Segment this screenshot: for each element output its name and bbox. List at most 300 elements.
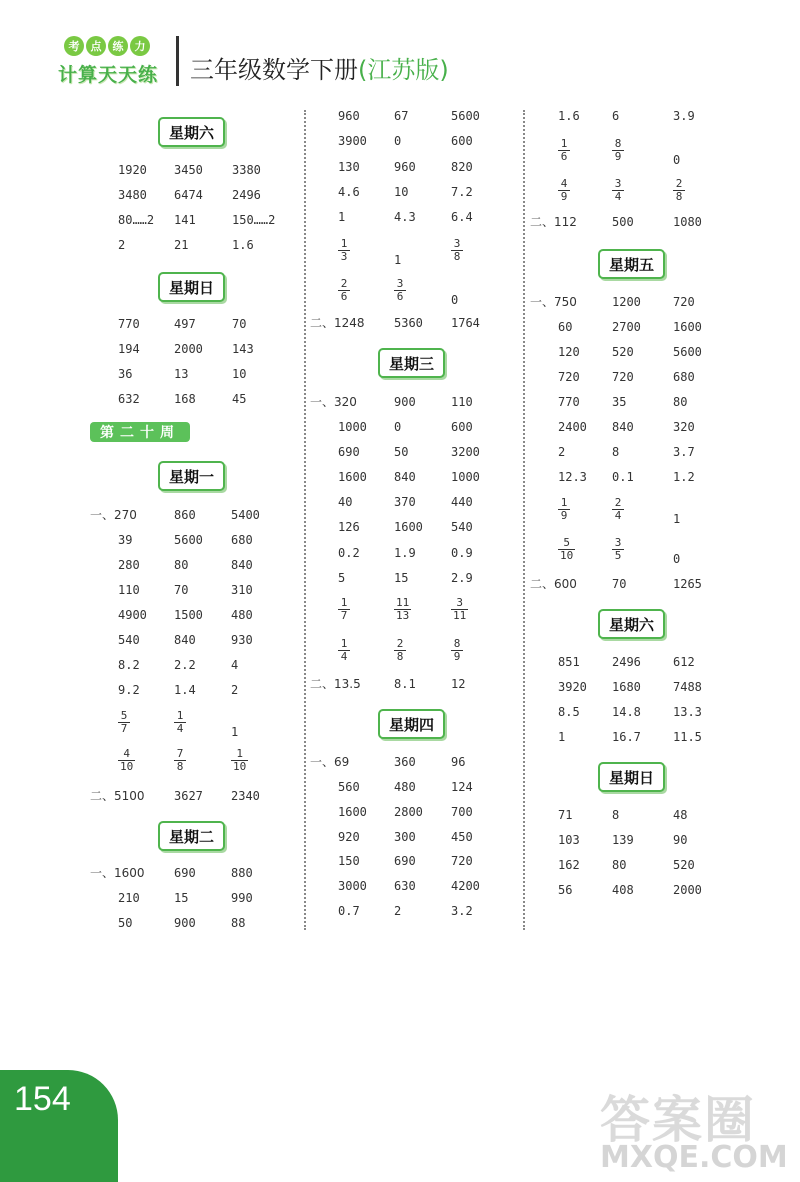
numerator: 8 xyxy=(614,137,622,150)
fraction xyxy=(451,597,468,622)
answer-cell: 2 xyxy=(118,238,126,252)
answer-cell: 860 xyxy=(174,508,196,522)
answer-cell: 一、750 xyxy=(530,295,577,309)
answer-cell: 840 xyxy=(231,558,253,572)
answer-row xyxy=(310,157,520,177)
fraction xyxy=(174,710,186,735)
answer-cell: 10 xyxy=(394,185,409,199)
denominator: 9 xyxy=(560,509,568,522)
answer-row xyxy=(310,131,520,151)
answer-cell: 71 xyxy=(558,808,573,822)
answer-cell: 80 xyxy=(174,558,189,572)
answer-cell: 0 xyxy=(673,552,681,566)
answer-cell: 0 xyxy=(451,293,459,307)
answer-cell: 5600 xyxy=(174,533,203,547)
denominator: 8 xyxy=(396,650,404,663)
answer-cell: 360 xyxy=(394,755,416,769)
answer-cell: 70 xyxy=(612,577,627,591)
answer-row xyxy=(530,367,740,387)
answer-cell: 3920 xyxy=(558,680,587,694)
answer-row xyxy=(310,752,520,772)
answer-row xyxy=(310,467,520,487)
fraction-row xyxy=(310,237,520,270)
answer-row xyxy=(118,160,298,180)
answer-cell: 8.5 xyxy=(558,705,580,719)
brand-name: 计算天天练 xyxy=(58,64,159,86)
answer-cell: 840 xyxy=(394,470,416,484)
answer-cell: 0 xyxy=(394,420,402,434)
answer-cell: 560 xyxy=(338,780,360,794)
book-title xyxy=(190,50,449,85)
answer-cell: 2.2 xyxy=(174,658,196,672)
answer-cell: 40 xyxy=(338,495,353,509)
answer-row xyxy=(90,505,300,525)
answer-cell: 960 xyxy=(338,109,360,123)
answer-cell: 440 xyxy=(451,495,473,509)
page-number: 154 xyxy=(14,1080,71,1118)
answer-cell: 1 xyxy=(394,253,402,267)
answer-row xyxy=(90,888,300,908)
answer-cell: 4200 xyxy=(451,879,480,893)
answer-cell: 96 xyxy=(451,755,466,769)
fraction xyxy=(118,710,130,735)
answer-row xyxy=(310,851,520,871)
numerator: 3 xyxy=(456,596,463,609)
column-divider xyxy=(304,110,306,930)
answer-cell: 8 xyxy=(612,808,620,822)
fraction xyxy=(558,178,570,203)
answer-row xyxy=(118,210,298,230)
fraction xyxy=(673,178,685,203)
answer-cell: 0 xyxy=(394,134,402,148)
answer-cell: 168 xyxy=(174,392,196,406)
denominator: 3 xyxy=(340,250,348,263)
answer-row xyxy=(118,185,298,205)
answer-cell: 3.9 xyxy=(673,109,695,123)
answer-cell: 4900 xyxy=(118,608,147,622)
answer-cell: 80 xyxy=(673,395,688,409)
fraction xyxy=(558,497,570,522)
numerator: 1 xyxy=(340,596,348,609)
answer-row xyxy=(310,207,520,227)
denominator: 13 xyxy=(396,609,410,622)
answer-cell: 1680 xyxy=(612,680,641,694)
answer-cell: 8 xyxy=(612,445,620,459)
answer-cell: 770 xyxy=(118,317,140,331)
numerator: 2 xyxy=(614,496,622,509)
answer-cell: 2800 xyxy=(394,805,423,819)
answer-cell: 16.7 xyxy=(612,730,641,744)
answer-cell: 5 xyxy=(338,571,346,585)
answer-cell: 110 xyxy=(451,395,473,409)
numerator: 1 xyxy=(340,637,348,650)
numerator: 2 xyxy=(675,177,683,190)
answer-row xyxy=(310,827,520,847)
brand-char: 考 xyxy=(64,36,84,56)
answer-cell: 8.2 xyxy=(118,658,140,672)
answer-row xyxy=(310,517,520,537)
day-badge-tuesday: 星期二 xyxy=(158,821,225,851)
answer-cell: 930 xyxy=(231,633,253,647)
fraction xyxy=(558,537,575,562)
answer-cell: 1600 xyxy=(338,470,367,484)
answer-cell: 480 xyxy=(394,780,416,794)
answer-cell: 150……2 xyxy=(232,213,276,227)
answer-cell: 2000 xyxy=(174,342,203,356)
answer-row xyxy=(310,106,520,126)
answer-cell: 690 xyxy=(338,445,360,459)
answer-cell: 一、270 xyxy=(90,508,137,522)
answer-cell: 880 xyxy=(231,866,253,880)
answer-row xyxy=(310,392,520,412)
answer-cell: 143 xyxy=(232,342,254,356)
answer-cell: 0.9 xyxy=(451,546,473,560)
answer-cell: 162 xyxy=(558,858,580,872)
answer-cell: 851 xyxy=(558,655,580,669)
answer-row xyxy=(310,417,520,437)
fraction xyxy=(174,748,186,773)
answer-row xyxy=(90,530,300,550)
fraction xyxy=(612,138,624,163)
answer-cell: 15 xyxy=(394,571,409,585)
answer-cell: 14.8 xyxy=(612,705,641,719)
answer-row xyxy=(310,568,520,588)
answer-row xyxy=(310,543,520,563)
answer-cell: 21 xyxy=(174,238,189,252)
answer-cell: 56 xyxy=(558,883,573,897)
answer-cell: 840 xyxy=(612,420,634,434)
answer-cell: 一、69 xyxy=(310,755,350,769)
answer-cell: 120 xyxy=(558,345,580,359)
answer-row xyxy=(310,492,520,512)
answer-cell: 103 xyxy=(558,833,580,847)
answer-cell: 35 xyxy=(612,395,627,409)
answer-row xyxy=(530,467,740,487)
day-badge-wednesday: 星期三 xyxy=(378,348,445,378)
answer-cell: 80 xyxy=(612,858,627,872)
denominator: 4 xyxy=(614,509,622,522)
answer-cell: 36 xyxy=(118,367,133,381)
answer-cell: 二、5100 xyxy=(90,789,145,803)
answer-row xyxy=(530,392,740,412)
answer-cell: 3627 xyxy=(174,789,203,803)
answer-cell: 6.4 xyxy=(451,210,473,224)
day-badge-saturday: 星期六 xyxy=(598,609,665,639)
denominator: 9 xyxy=(560,190,568,203)
answer-cell: 1.4 xyxy=(174,683,196,697)
answer-cell: 13 xyxy=(174,367,189,381)
answer-cell: 110 xyxy=(118,583,140,597)
answer-cell: 1600 xyxy=(338,805,367,819)
fraction xyxy=(612,178,624,203)
answer-cell: 48 xyxy=(673,808,688,822)
answer-cell: 2340 xyxy=(231,789,260,803)
answer-row xyxy=(530,442,740,462)
denominator: 4 xyxy=(614,190,622,203)
answer-cell: 3200 xyxy=(451,445,480,459)
answer-cell: 13.3 xyxy=(673,705,702,719)
answer-cell: 二、112 xyxy=(530,215,577,229)
answer-cell: 88 xyxy=(231,916,246,930)
denominator: 10 xyxy=(560,549,574,562)
answer-row xyxy=(530,652,740,672)
denominator: 9 xyxy=(614,150,622,163)
answer-cell: 50 xyxy=(394,445,409,459)
fraction xyxy=(451,238,463,263)
answer-row xyxy=(530,212,740,232)
answer-row xyxy=(118,235,298,255)
answer-cell: 1764 xyxy=(451,316,480,330)
answer-cell: 0.1 xyxy=(612,470,634,484)
answer-cell: 0.7 xyxy=(338,904,360,918)
fraction xyxy=(338,597,350,622)
answer-cell: 5400 xyxy=(231,508,260,522)
answer-cell: 690 xyxy=(174,866,196,880)
fraction xyxy=(451,638,463,663)
answer-cell: 2.9 xyxy=(451,571,473,585)
denominator: 6 xyxy=(560,150,568,163)
fraction-row xyxy=(90,709,300,742)
brand-top xyxy=(64,36,176,56)
answer-row xyxy=(310,876,520,896)
answer-row xyxy=(530,702,740,722)
answer-cell: 3.7 xyxy=(673,445,695,459)
answer-cell: 1 xyxy=(558,730,566,744)
answer-row xyxy=(530,317,740,337)
numerator: 7 xyxy=(176,747,184,760)
numerator: 2 xyxy=(340,277,348,290)
answer-cell: 770 xyxy=(558,395,580,409)
answer-cell: 612 xyxy=(673,655,695,669)
denominator: 7 xyxy=(120,722,128,735)
column-divider xyxy=(523,110,525,930)
answer-cell: 11.5 xyxy=(673,730,702,744)
answer-cell: 126 xyxy=(338,520,360,534)
denominator: 7 xyxy=(340,609,348,622)
answer-row xyxy=(530,574,740,594)
fraction xyxy=(394,278,406,303)
fraction-row xyxy=(310,277,520,310)
day-badge-monday: 星期一 xyxy=(158,461,225,491)
denominator: 10 xyxy=(233,760,247,773)
denominator: 9 xyxy=(453,650,461,663)
book-title-main: 三年级数学下册 xyxy=(190,56,358,84)
answer-cell: 4 xyxy=(231,658,239,672)
answer-cell: 141 xyxy=(174,213,196,227)
answer-cell: 130 xyxy=(338,160,360,174)
answer-cell: 540 xyxy=(118,633,140,647)
denominator: 4 xyxy=(340,650,348,663)
answer-row xyxy=(310,802,520,822)
answer-cell: 10 xyxy=(232,367,247,381)
answer-row xyxy=(90,555,300,575)
answer-row xyxy=(530,727,740,747)
answer-cell: 139 xyxy=(612,833,634,847)
brand-char: 力 xyxy=(130,36,150,56)
watermark-logo: 答案圈 xyxy=(600,1091,756,1149)
answer-cell: 900 xyxy=(394,395,416,409)
fraction-row xyxy=(310,637,520,670)
brand-logo xyxy=(58,36,176,90)
numerator: 4 xyxy=(560,177,568,190)
fraction-row xyxy=(530,536,740,569)
answer-cell: 二、600 xyxy=(530,577,577,591)
answer-cell: 4.6 xyxy=(338,185,360,199)
answer-cell: 2496 xyxy=(232,188,261,202)
numerator: 1 xyxy=(236,747,243,760)
answer-row xyxy=(90,580,300,600)
answer-row xyxy=(530,292,740,312)
answer-cell: 3450 xyxy=(174,163,203,177)
numerator: 4 xyxy=(123,747,130,760)
numerator: 11 xyxy=(396,596,410,609)
brand-char: 点 xyxy=(86,36,106,56)
answer-cell: 600 xyxy=(451,420,473,434)
answer-cell: 8.1 xyxy=(394,677,416,691)
answer-cell: 50 xyxy=(118,916,133,930)
denominator: 6 xyxy=(340,290,348,303)
answer-row xyxy=(118,389,298,409)
answer-cell: 310 xyxy=(231,583,253,597)
numerator: 1 xyxy=(560,496,568,509)
answer-cell: 840 xyxy=(174,633,196,647)
denominator: 11 xyxy=(453,609,467,622)
answer-row xyxy=(310,901,520,921)
answer-cell: 3900 xyxy=(338,134,367,148)
fraction xyxy=(394,638,406,663)
answer-cell: 960 xyxy=(394,160,416,174)
answer-cell: 194 xyxy=(118,342,140,356)
day-badge-friday: 星期五 xyxy=(598,249,665,279)
answer-cell: 90 xyxy=(673,833,688,847)
answer-row xyxy=(530,855,740,875)
answer-row xyxy=(530,880,740,900)
denominator: 8 xyxy=(675,190,683,203)
answer-cell: 450 xyxy=(451,830,473,844)
answer-cell: 920 xyxy=(338,830,360,844)
answer-cell: 5600 xyxy=(673,345,702,359)
watermark-url: MXQE.COM xyxy=(600,1140,788,1175)
numerator: 1 xyxy=(340,237,348,250)
answer-cell: 520 xyxy=(612,345,634,359)
answer-cell: 820 xyxy=(451,160,473,174)
answer-row xyxy=(310,674,520,694)
answer-row xyxy=(90,786,300,806)
answer-row xyxy=(530,342,740,362)
fraction-row xyxy=(530,496,740,529)
answer-row xyxy=(530,677,740,697)
answer-cell: 1 xyxy=(231,725,239,739)
answer-cell: 15 xyxy=(174,891,189,905)
fraction xyxy=(338,238,350,263)
answer-cell: 2000 xyxy=(673,883,702,897)
answer-cell: 7488 xyxy=(673,680,702,694)
answer-cell: 3000 xyxy=(338,879,367,893)
answer-row xyxy=(530,805,740,825)
answer-cell: 370 xyxy=(394,495,416,509)
answer-cell: 7.2 xyxy=(451,185,473,199)
answer-cell: 690 xyxy=(394,854,416,868)
numerator: 8 xyxy=(453,637,461,650)
week-badge: 第二十周 xyxy=(90,422,190,442)
answer-row xyxy=(118,364,298,384)
answer-row xyxy=(90,630,300,650)
answer-cell: 9.2 xyxy=(118,683,140,697)
numerator: 5 xyxy=(120,709,128,722)
numerator: 3 xyxy=(614,177,622,190)
fraction-row xyxy=(530,137,740,170)
answer-cell: 680 xyxy=(231,533,253,547)
answer-cell: 408 xyxy=(612,883,634,897)
answer-cell: 990 xyxy=(231,891,253,905)
answer-row xyxy=(118,339,298,359)
answer-cell: 540 xyxy=(451,520,473,534)
day-badge-sunday: 星期日 xyxy=(158,272,225,302)
answer-cell: 1.6 xyxy=(558,109,580,123)
answer-cell: 60 xyxy=(558,320,573,334)
fraction xyxy=(394,597,411,622)
fraction-row xyxy=(310,596,520,629)
answer-cell: 1.6 xyxy=(232,238,254,252)
answer-cell: 70 xyxy=(232,317,247,331)
answer-cell: 12.3 xyxy=(558,470,587,484)
fraction xyxy=(612,497,624,522)
numerator: 5 xyxy=(563,536,570,549)
answer-row xyxy=(90,655,300,675)
answer-cell: 280 xyxy=(118,558,140,572)
answer-cell: 500 xyxy=(612,215,634,229)
answer-cell: 12 xyxy=(451,677,466,691)
answer-cell: 6474 xyxy=(174,188,203,202)
answer-row xyxy=(90,863,300,883)
answer-cell: 300 xyxy=(394,830,416,844)
answer-row xyxy=(530,417,740,437)
answer-row xyxy=(310,182,520,202)
numerator: 3 xyxy=(453,237,461,250)
answer-cell: 1920 xyxy=(118,163,147,177)
answer-cell: 1 xyxy=(673,512,681,526)
answer-cell: 150 xyxy=(338,854,360,868)
answer-cell: 680 xyxy=(673,370,695,384)
numerator: 3 xyxy=(614,536,622,549)
answer-row xyxy=(90,913,300,933)
fraction-row xyxy=(530,177,740,210)
answer-cell: 497 xyxy=(174,317,196,331)
answer-cell: 1500 xyxy=(174,608,203,622)
answer-cell: 3.2 xyxy=(451,904,473,918)
answer-cell: 210 xyxy=(118,891,140,905)
answer-cell: 5360 xyxy=(394,316,423,330)
numerator: 1 xyxy=(560,137,568,150)
answer-cell: 900 xyxy=(174,916,196,930)
answer-cell: 632 xyxy=(118,392,140,406)
fraction xyxy=(231,748,248,773)
answer-row xyxy=(310,777,520,797)
answer-cell: 1600 xyxy=(394,520,423,534)
book-title-edition: (江苏版) xyxy=(358,56,449,84)
day-badge-saturday: 星期六 xyxy=(158,117,225,147)
answer-cell: 700 xyxy=(451,805,473,819)
answer-cell: 二、1248 xyxy=(310,316,365,330)
answer-cell: 45 xyxy=(232,392,247,406)
denominator: 5 xyxy=(614,549,622,562)
brand-char: 练 xyxy=(108,36,128,56)
answer-cell: 720 xyxy=(451,854,473,868)
denominator: 4 xyxy=(176,722,184,735)
answer-row xyxy=(310,313,520,333)
answer-cell: 39 xyxy=(118,533,133,547)
numerator: 1 xyxy=(176,709,184,722)
